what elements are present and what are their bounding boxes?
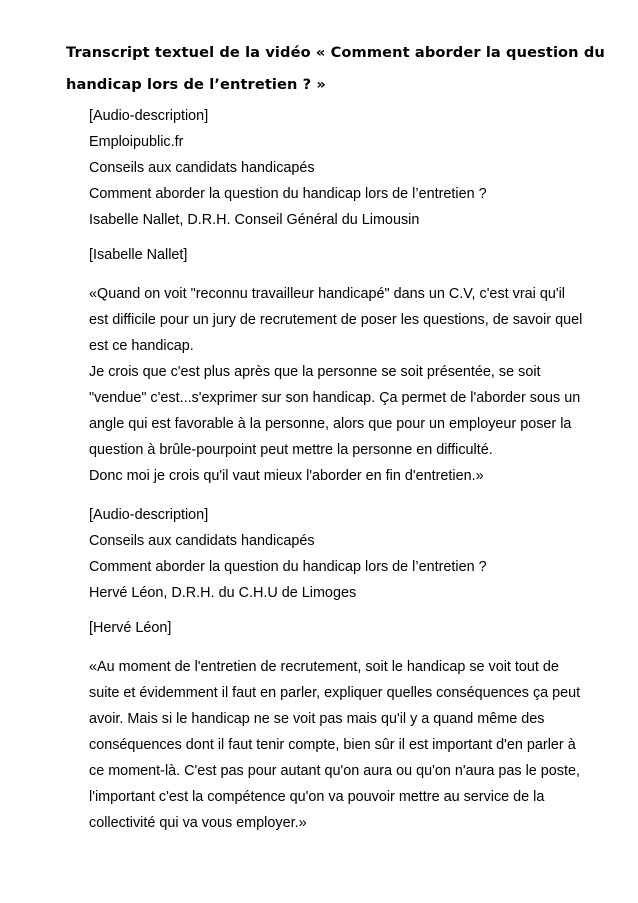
- transcript-body: [89, 103, 619, 836]
- speaker-label-block: [89, 615, 619, 641]
- quote-line: conséquences dont il faut tenir compte, bien sûr il est important d'en parler à: [89, 737, 576, 753]
- audio-description-label: [Audio-description]: [89, 507, 209, 523]
- speaker-credit: Isabelle Nallet, D.R.H. Conseil Général du Limousin: [89, 212, 420, 228]
- audio-description-block: [89, 502, 619, 606]
- series-title: Conseils aux candidats handicapés: [89, 160, 315, 176]
- video-title: Comment aborder la question du handicap lors de l’entretien ?: [89, 186, 487, 202]
- speaker-label: [Isabelle Nallet]: [89, 247, 188, 263]
- series-title: Conseils aux candidats handicapés: [89, 533, 315, 549]
- quote-line: Donc moi je crois qu'il vaut mieux l'aborder en fin d'entretien.»: [89, 468, 484, 484]
- quote-block: [89, 654, 619, 836]
- quote-line: "vendue" c'est...s'exprimer sur son handicap. Ça permet de l'aborder sous un: [89, 390, 581, 406]
- quote-line: «Quand on voit "reconnu travailleur handicapé" dans un C.V, c'est vrai qu'il: [89, 286, 565, 302]
- quote-line: collectivité qui va vous employer.»: [89, 815, 307, 831]
- quote-line: avoir. Mais si le handicap ne se voit pas mais qu'il y a quand même des: [89, 711, 545, 727]
- title-line: Transcript textuel de la vidéo « Comment aborder la question du: [66, 44, 605, 61]
- title-line: handicap lors de l’entretien ? »: [66, 76, 326, 93]
- video-title: Comment aborder la question du handicap lors de l’entretien ?: [89, 559, 487, 575]
- quote-line: ce moment-là. C'est pas pour autant qu'on aura ou qu'on n'aura pas le poste,: [89, 763, 580, 779]
- quote-line: l'important c'est la compétence qu'on va pouvoir mettre au service de la: [89, 789, 545, 805]
- quote-line: question à brûle-pourpoint peut mettre la personne en difficulté.: [89, 442, 493, 458]
- site-name: Emploipublic.fr: [89, 134, 184, 150]
- quote-line: angle qui est favorable à la personne, alors que pour un employeur poser la: [89, 416, 572, 432]
- quote-block: [89, 281, 619, 489]
- quote-line: «Au moment de l'entretien de recrutement, soit le handicap se voit tout de: [89, 659, 559, 675]
- quote-line: est difficile pour un jury de recrutement de poser les questions, de savoir quel: [89, 312, 583, 328]
- quote-line: est ce handicap.: [89, 338, 194, 354]
- speaker-credit: Hervé Léon, D.R.H. du C.H.U de Limoges: [89, 585, 357, 601]
- quote-line: suite et évidemment il faut en parler, expliquer quelles conséquences ça peut: [89, 685, 581, 701]
- speaker-label-block: [89, 242, 619, 268]
- speaker-label: [Hervé Léon]: [89, 620, 172, 636]
- quote-line: Je crois que c'est plus après que la personne se soit présentée, se soit: [89, 364, 541, 380]
- audio-description-label: [Audio-description]: [89, 108, 209, 124]
- document-title: [66, 37, 606, 101]
- audio-description-block: [89, 103, 619, 233]
